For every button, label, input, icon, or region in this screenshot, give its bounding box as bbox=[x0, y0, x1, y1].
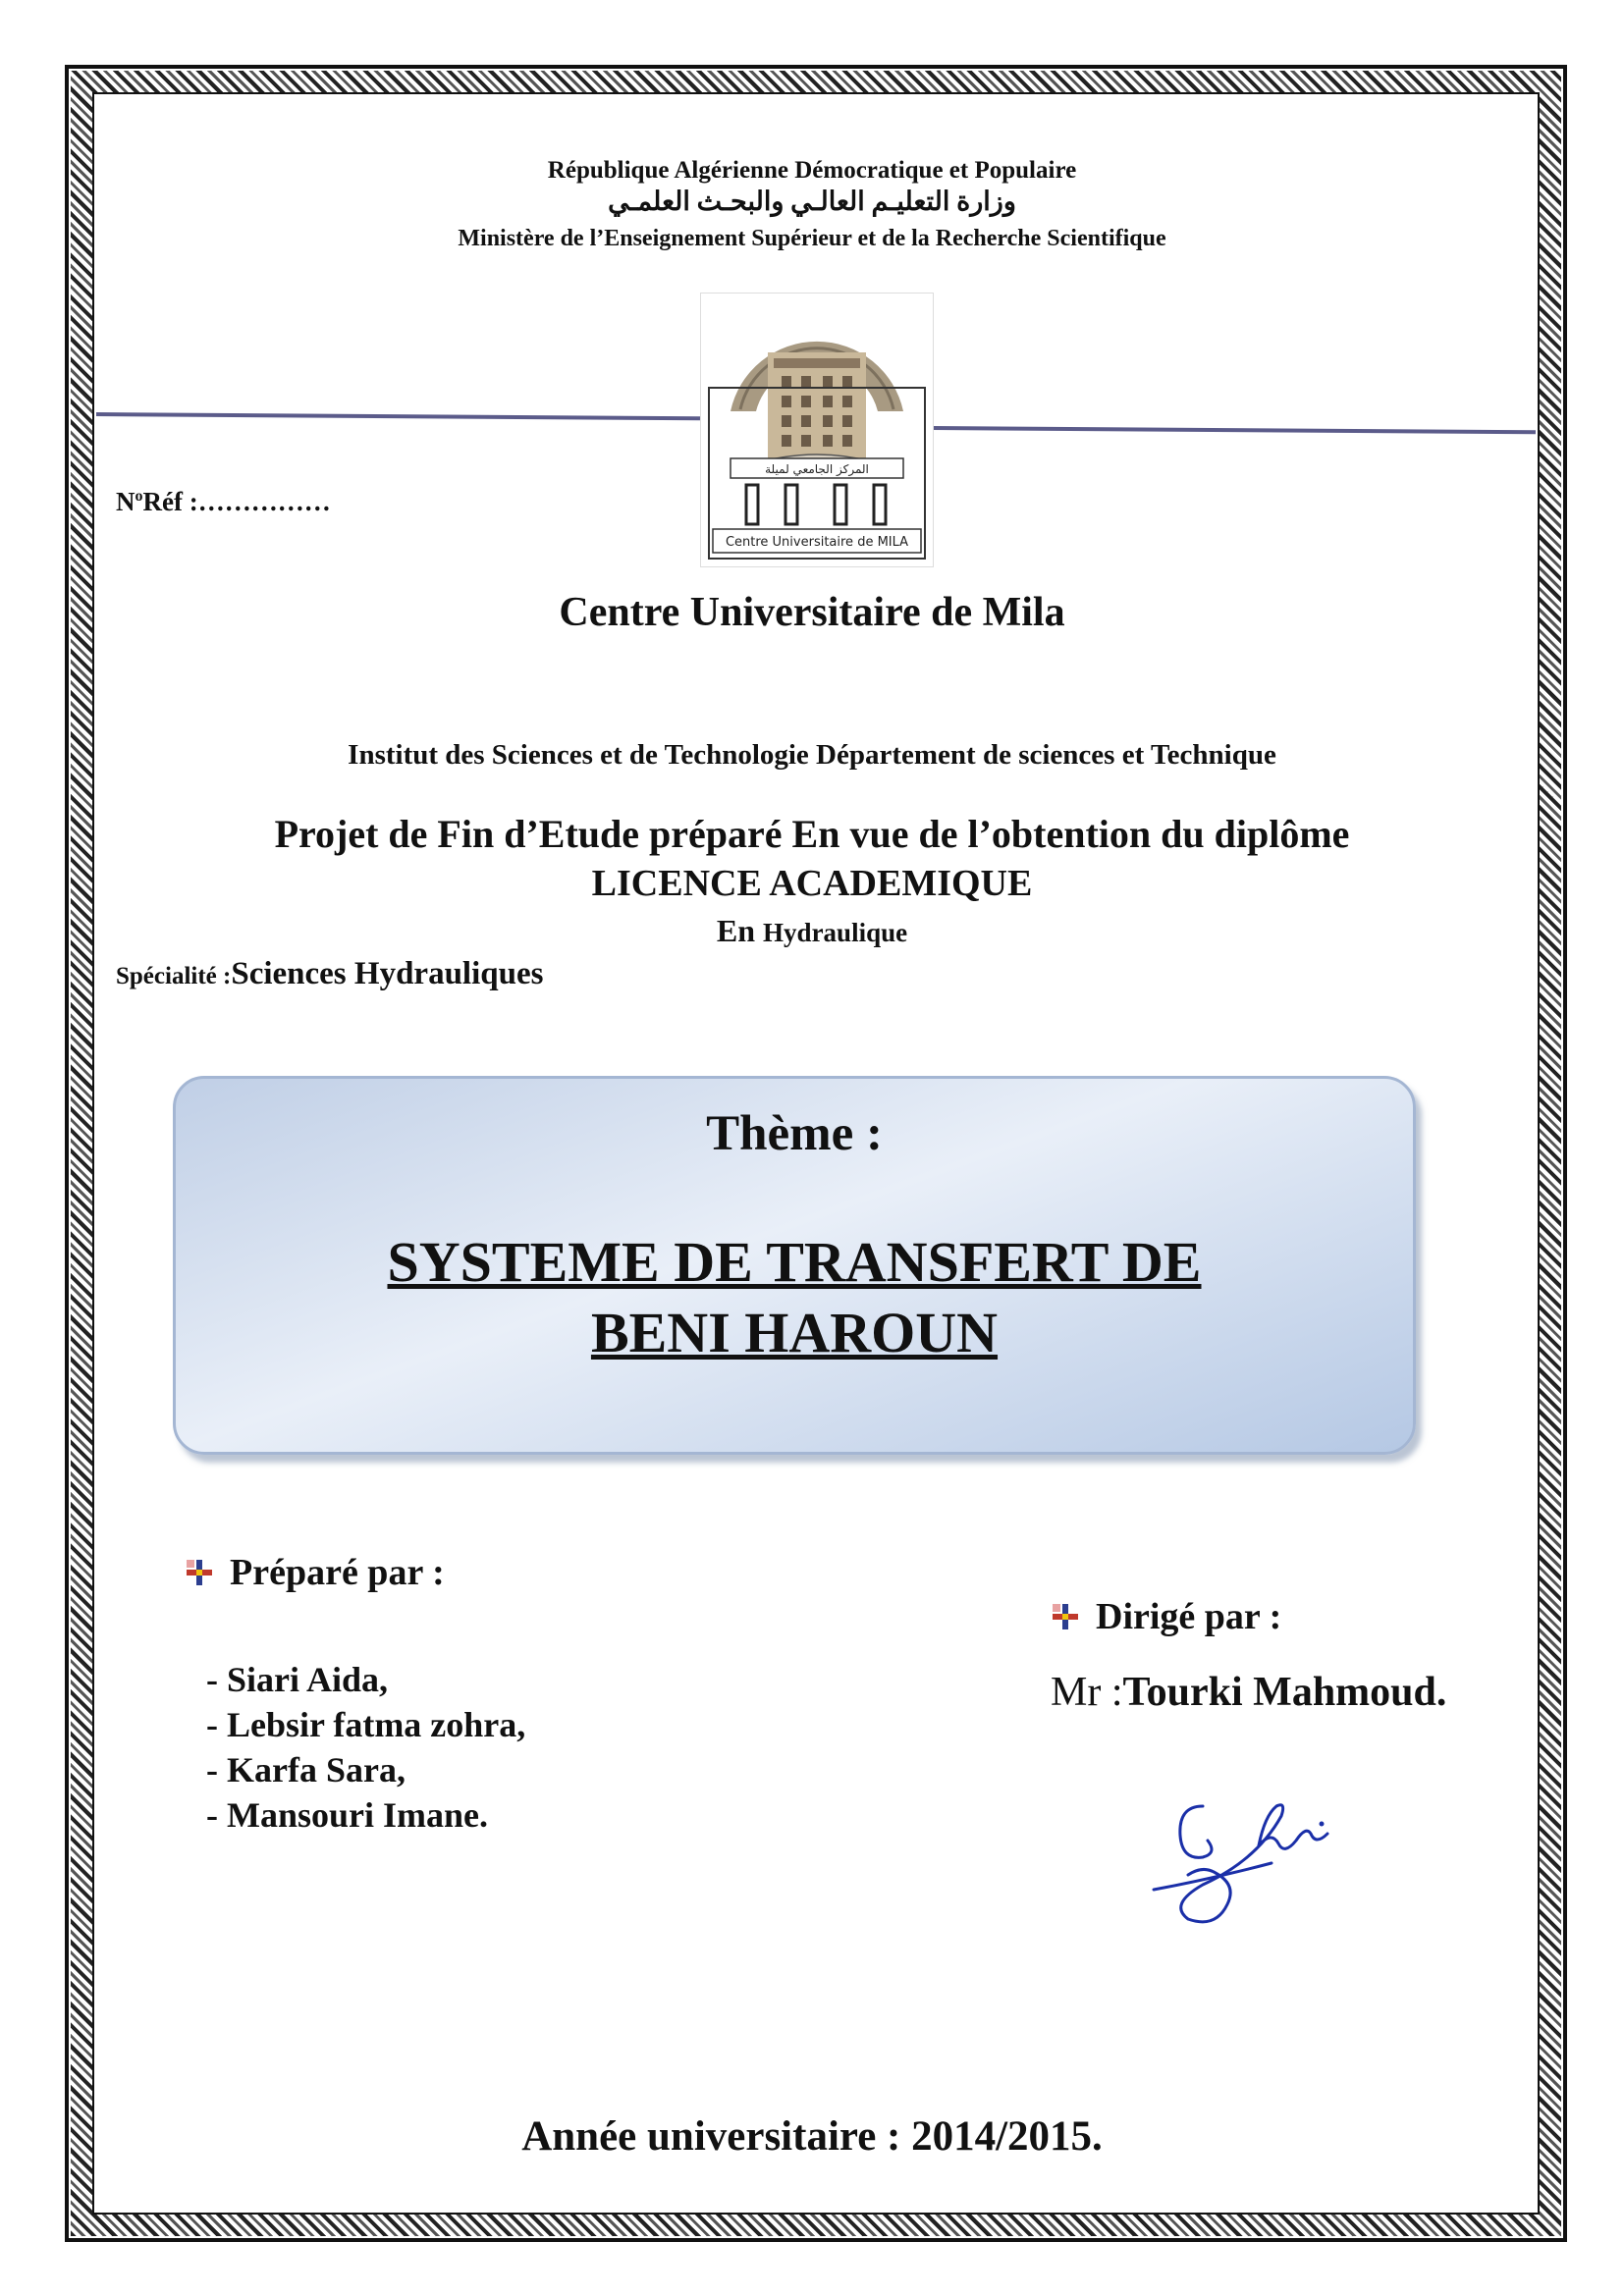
prepared-by-label: Préparé par : bbox=[230, 1552, 445, 1593]
degree-field-name: Hydraulique bbox=[763, 918, 908, 947]
student-item: - Lebsir fatma zohra, bbox=[206, 1705, 526, 1744]
ministry-french: Ministère de l’Enseignement Supérieur et de la Recherche Scientifique bbox=[458, 226, 1166, 251]
logo-arabic-caption: المركز الجامعي لميلة bbox=[765, 462, 869, 476]
speciality-value: Sciences Hydrauliques bbox=[231, 956, 544, 991]
ref-superscript: o bbox=[135, 488, 143, 505]
student-item: - Karfa Sara, bbox=[206, 1750, 406, 1789]
supervisor-name: Tourki Mahmoud. bbox=[1122, 1670, 1447, 1715]
institution-name: Centre Universitaire de Mila bbox=[559, 590, 1065, 635]
student-item: - Siari Aida, bbox=[206, 1660, 389, 1699]
supervisor-signature bbox=[1149, 1747, 1355, 1944]
theme-title bbox=[173, 1227, 1416, 1368]
project-line: Projet de Fin d’Etude préparé En vue de l’obtention du diplôme bbox=[274, 812, 1350, 856]
republic-title: République Algérienne Démocratique et Populaire bbox=[547, 157, 1077, 184]
institute-department: Institut des Sciences et de Technologie Département de sciences et Technique bbox=[348, 739, 1276, 771]
speciality-label: Spécialité : bbox=[116, 963, 232, 989]
ref-label: Réf :…………… bbox=[142, 487, 331, 516]
speciality bbox=[116, 956, 543, 992]
supervisor-title: Mr : bbox=[1051, 1670, 1123, 1715]
theme-title-line1: SYSTEME DE TRANSFERT DE bbox=[387, 1230, 1202, 1294]
ref-n: N bbox=[116, 487, 135, 516]
students-list bbox=[206, 1657, 525, 1838]
degree-en: En bbox=[716, 913, 756, 948]
prepared-by-heading bbox=[185, 1551, 445, 1594]
directed-by-heading bbox=[1051, 1595, 1281, 1638]
directed-by-label: Dirigé par : bbox=[1096, 1596, 1282, 1637]
ministry-arabic: وزارة التعليـم العالـي والبحـث العلمـي bbox=[608, 187, 1016, 216]
theme-label: Thème : bbox=[706, 1106, 883, 1161]
student-item: - Mansouri Imane. bbox=[206, 1795, 488, 1835]
academic-year: Année universitaire : 2014/2015. bbox=[521, 2113, 1103, 2160]
four-color-cross-bullet-icon bbox=[185, 1558, 214, 1587]
university-logo bbox=[700, 293, 934, 567]
four-color-cross-bullet-icon bbox=[1051, 1602, 1080, 1631]
supervisor bbox=[1051, 1669, 1446, 1716]
degree-title: LICENCE ACADEMIQUE bbox=[591, 863, 1033, 904]
theme-title-line2: BENI HAROUN bbox=[590, 1301, 999, 1364]
reference-number bbox=[116, 487, 331, 517]
logo-caption: Centre Universitaire de MILA bbox=[725, 535, 909, 550]
degree-field bbox=[0, 913, 1624, 949]
